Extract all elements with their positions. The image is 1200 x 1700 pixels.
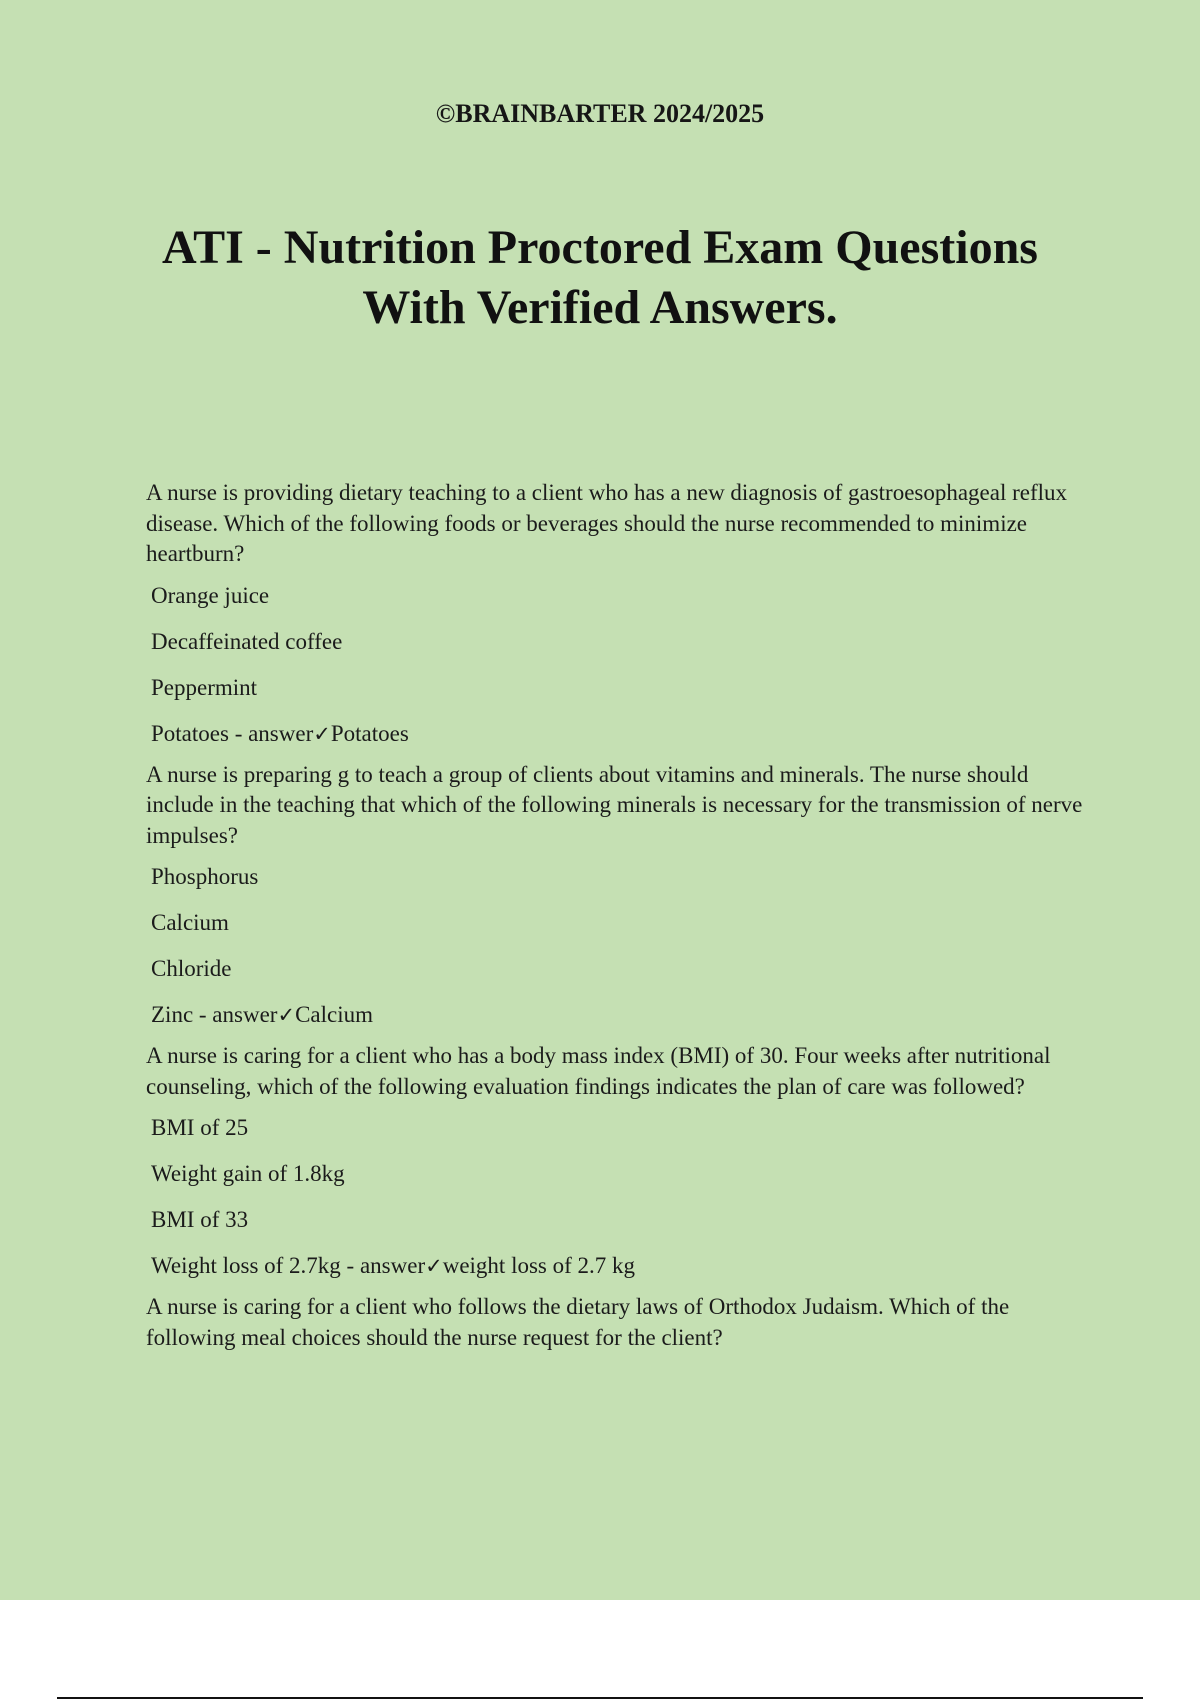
document-title [100, 218, 1100, 338]
correct-answer: Potatoes [330, 720, 409, 746]
answer-option: Weight gain of 1.8kg [151, 1161, 345, 1186]
question-text: A nurse is preparing g to teach a group of clients about vitamins and minerals. The nurse should include in the teaching that which of the following minerals is necessary for the transmission of nerve impulses? [146, 761, 1083, 848]
answer-option: Chloride [151, 956, 232, 981]
answer-option-with-key [151, 1000, 1086, 1030]
footer-divider [57, 1697, 1143, 1699]
answer-option-with-key [151, 719, 1086, 749]
header-copyright: ©BRAINBARTER 2024/2025 [435, 99, 765, 128]
correct-answer: Calcium [295, 1002, 373, 1027]
answer-option-label: Potatoes - answer [151, 720, 314, 746]
answer-option-label: Zinc - answer [151, 1002, 278, 1027]
answer-option: Orange juice [151, 582, 270, 608]
document-title-line-2: With Verified Answers. [362, 281, 838, 334]
answer-option: Phosphorus [151, 864, 259, 889]
question-block [146, 1041, 1086, 1281]
question-list [146, 478, 1086, 1364]
answer-option: Peppermint [151, 674, 258, 700]
answer-option: Decaffeinated coffee [151, 628, 343, 654]
question-block [146, 760, 1086, 1031]
answer-option: BMI of 25 [151, 1115, 249, 1140]
question-text: A nurse is caring for a client who has a body mass index (BMI) of 30. Four weeks after nutritional counseling, which of the following evaluation findings indicates the plan of care was followed? [146, 1043, 1051, 1099]
answer-option-label: Weight loss of 2.7kg - answer [151, 1253, 426, 1278]
question-text: A nurse is caring for a client who follows the dietary laws of Orthodox Judaism. Which of the following meal choices should the nurse request for the client? [146, 1294, 1010, 1350]
answer-option: Calcium [151, 910, 229, 935]
question-block [146, 1292, 1086, 1353]
check-mark-icon: ✓ [277, 1003, 296, 1027]
check-mark-icon: ✓ [313, 721, 331, 746]
document-title-line-1: ATI - Nutrition Proctored Exam Questions [162, 221, 1038, 274]
question-block [146, 478, 1086, 749]
answer-option: BMI of 33 [151, 1207, 249, 1232]
question-text: A nurse is providing dietary teaching to a client who has a new diagnosis of gastroesophageal reflux disease. Which of the following foods or beverages should the nurse recommended to minimize heartburn? [146, 480, 1068, 566]
answer-option-with-key [151, 1251, 1086, 1281]
correct-answer: weight loss of 2.7 kg [442, 1253, 636, 1278]
check-mark-icon: ✓ [425, 1254, 443, 1278]
